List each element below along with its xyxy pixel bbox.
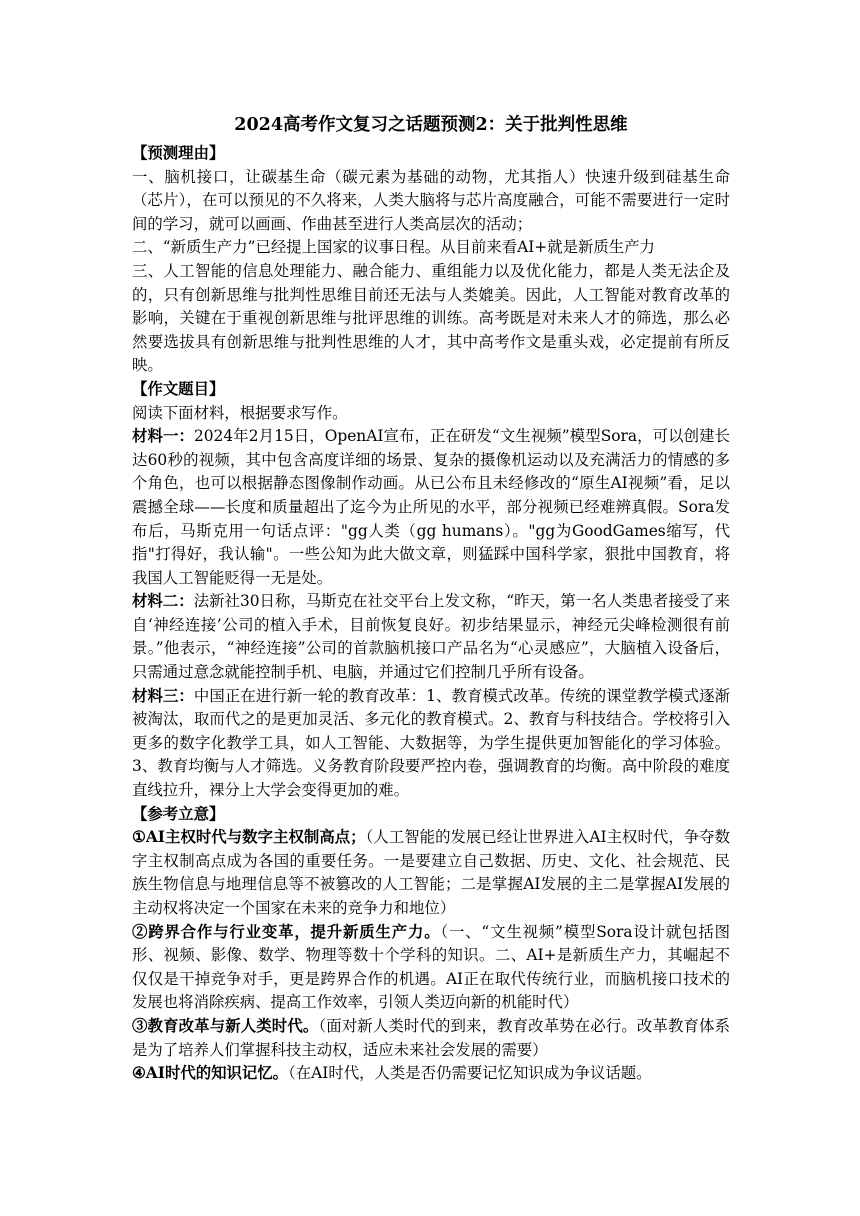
reference-point-text: （一、“文生视频”模型Sora设计就包括图形、视频、影像、数学、物理等数十个学科的知识。二、AI+是新质生产力，其崛起不仅仅是干掉竞争对手，更是跨界合作的机遇。AI正在取代传统行业，而脑机接口技术的发展也将消除疾病、提高工作效率，引领人类迈向新的机能时代） [132,922,730,1012]
reference-point-2 [132,921,730,1015]
material-text: 法新社30日称，马斯克在社交平台上发文称，“昨天，第一名人类患者接受了来自‘神经连接’公司的植入手术，目前恢复良好。初步结果显示，神经元尖峰检测很有前景。”他表示，“神经连接”公司的首款脑机接口产品名为“心灵感应”，大脑植入设备后，只需通过意念就能控制手机、电脑，并通过它们控制几乎所有设备。 [132,592,730,682]
section-heading-topic: 【作文题目】 [132,379,225,398]
reference-point-title: ②跨界合作与行业变革，提升新质生产力。 [132,922,441,941]
reference-point-1 [132,826,730,920]
material-label: 材料一： [132,427,194,446]
reason-paragraph-3: 三、人工智能的信息处理能力、融合能力、重组能力以及优化能力，都是人类无法企及的，只有创新思维与批判性思维目前还无法与人类媲美。因此，人工智能对教育改革的影响，关键在于重视创新思维与批评思维的训练。高考既是对未来人才的筛选，那么必然要选拔具有创新思维与批判性思维的人才，其中高考作文是重头戏，必定提前有所反映。 [132,261,730,375]
section-reason [132,142,730,378]
reference-point-title: ①AI主权时代与数字主权制高点； [132,828,366,847]
reference-point-text: （人工智能的发展已经让世界进入AI主权时代，争夺数字主权制高点成为各国的重要任务。一是要建立自己数据、历史、文化、社会规范、民族生物信息与地理信息等不被篡改的人工智能；二是掌握AI发展的主二是掌握AI发展的主动权将决定一个国家在未来的竞争力和地位） [132,828,730,917]
reference-point-4 [132,1062,730,1086]
material-3 [132,685,730,803]
section-heading-reason: 【预测理由】 [132,144,225,162]
material-text: 中国正在进行新一轮的教育改革：1、教育模式改革。传统的课堂教学模式逐渐被淘汰，取而代之的是更加灵活、多元化的教育模式。2、教育与科技结合。学校将引入更多的数字化教学工具，如人工智能、大数据等，为学生提供更加智能化的学习体验。3、教育均衡与人才筛选。义务教育阶段要严控内卷，强调教育的均衡。高中阶段的难度直线拉升，裸分上大学会变得更加的难。 [132,686,730,800]
reason-paragraph-1: 一、脑机接口，让碳基生命（碳元素为基础的动物，尤其指人）快速升级到硅基生命（芯片），在可以预见的不久将来，人类大脑将与芯片高度融合，可能不需要进行一定时间的学习，就可以画画、作曲甚至进行人类高层次的活动； [132,167,730,233]
document-page [132,112,730,1086]
section-heading-reference: 【参考立意】 [132,804,225,823]
reference-point-3 [132,1015,730,1062]
material-label: 材料二： [132,592,194,611]
material-2 [132,590,730,684]
reference-point-text: （面对新人类时代的到来，教育改革势在必行。改革教育体系是为了培养人们掌握科技主动权，适应未来社会发展的需要） [132,1016,730,1059]
reference-point-text: （在AI时代，人类是否仍需要记忆知识成为争议话题。 [288,1064,652,1083]
reference-point-title: ③教育改革与新人类时代。 [132,1016,319,1035]
section-reference [132,803,730,1086]
material-text: 2024年2月15日，OpenAI宣布，正在研发“文生视频”模型Sora，可以创建长达60秒的视频，其中包含高度详细的场景、复杂的摄像机运动以及充满活力的情感的多个角色，也可以根据静态图像制作动画。从已公布且未经修改的“原生AI视频”看，足以震撼全球——长度和质量超出了迄今为止所见的水平，部分视频已经难辨真假。Sora发布后，马斯克用一句话点评："gg人类（gg humans）。"gg为GoodGames缩写，代指"打得好，我认输"。一些公知为此大做文章，则猛踩中国科学家，狠批中国教育，将我国人工智能贬得一无是处。 [132,427,730,587]
topic-intro: 阅读下面材料，根据要求写作。 [132,403,348,422]
material-1 [132,425,730,590]
reference-point-title: ④AI时代的知识记忆。 [132,1064,289,1083]
reason-paragraph-2: 二、“新质生产力”已经提上国家的议事日程。从目前来看AI+就是新质生产力 [132,238,655,257]
material-label: 材料三： [132,686,194,705]
document-title: 2024高考作文复习之话题预测2：关于批判性思维 [234,115,628,135]
section-topic [132,378,730,803]
